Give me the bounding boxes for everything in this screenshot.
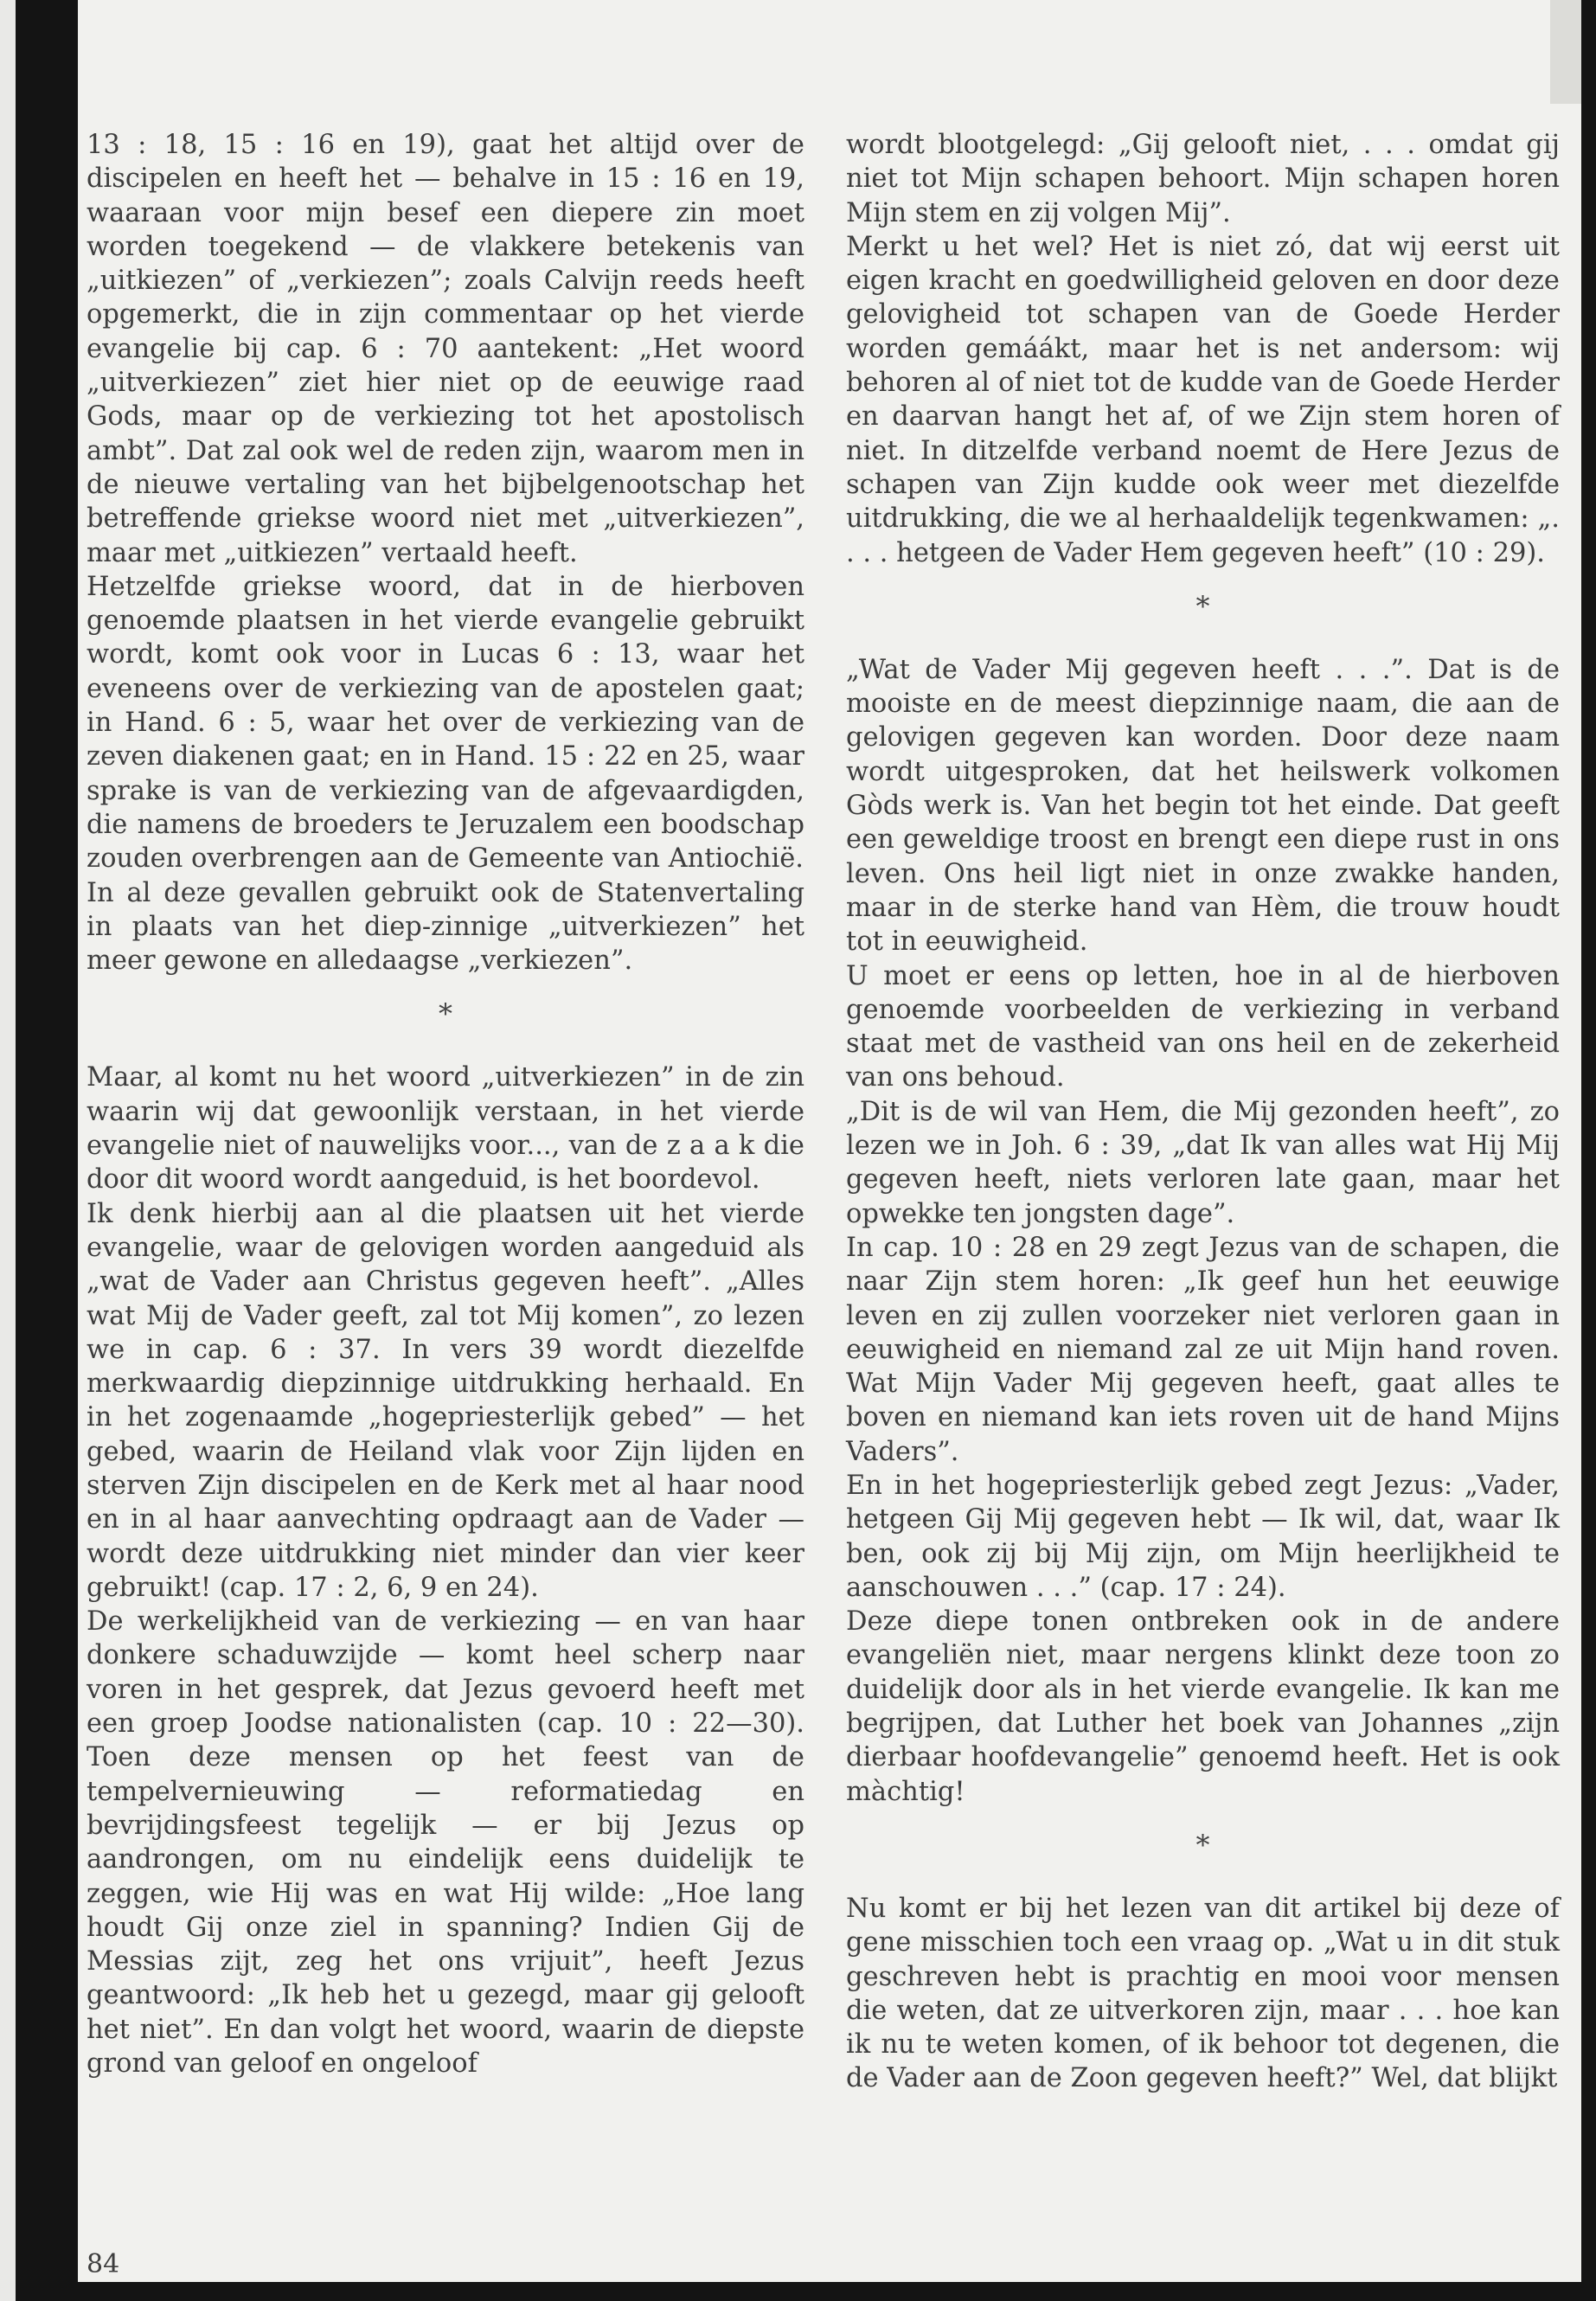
left-column bbox=[87, 128, 804, 2080]
paragraph: En in het hogepriesterlijk gebed zegt Jezus: „Vader, hetgeen Gij Mij gegeven hebt — Ik wil, dat, waar Ik ben, ook zij bij Mij zijn, om Mijn heerlijkheid te aanschouwen . . .” (cap. 17 : 24). bbox=[846, 1470, 1560, 1603]
paragraph: Merkt u het wel? Het is niet zó, dat wij eerst uit eigen kracht en goedwilligheid geloven en door deze gelovigheid tot schapen van de Goede Herder worden gemáákt, maar het is net andersom: wij behoren al of niet tot de kudde van de Goede Herder en daarvan hangt het af, of we Zijn stem horen of niet. In ditzelfde verband noemt de Here Jezus de schapen van Zijn kudde ook weer met diezelfde uitdrukking, die we al herhaaldelijk tegenkwamen: „. . . . hetgeen de Vader Hem gegeven heeft” (10 : 29). bbox=[846, 231, 1560, 568]
paragraph: 13 : 18, 15 : 16 en 19), gaat het altijd over de discipelen en heeft het — behalve in 15 : 16 en 19, waaraan voor mijn besef een diepere zin moet worden toegekend — de vlakkere betekenis van „uitkiezen” of „verkiezen”; zoals Calvijn reeds heeft opgemerkt, die in zijn commentaar op het vierde evangelie bij cap. 6 : 70 aantekent: „Het woord „uitverkiezen” ziet hier niet op de eeuwige raad Gods, maar op de verkiezing tot het apostolisch ambt”. Dat zal ook wel de reden zijn, waarom men in de nieuwe vertaling van het bijbelgenootschap het betreffende griekse woord niet met „uitverkiezen”, maar met „uitkiezen” vertaald heeft. bbox=[87, 130, 804, 568]
paragraph: Ik denk hierbij aan al die plaatsen uit het vierde evangelie, waar de gelovigen worden aangeduid als „wat de Vader aan Christus gegeven heeft”. „Alles wat Mij de Vader geeft, zal tot Mij komen”, zo lezen we in cap. 6 : 37. In vers 39 wordt diezelfde merkwaardig diepzinnige uitdrukking herhaald. En in het zogenaamde „hogepriesterlijk gebed” — het gebed, waarin de Heiland vlak voor Zijn lijden en sterven Zijn discipelen en de Kerk met al haar nood en in al haar aanvechting opdraagt aan de Vader — wordt deze uitdrukking niet minder dan vier keer gebruikt! (cap. 17 : 2, 6, 9 en 24). bbox=[87, 1198, 804, 1603]
paragraph: U moet er eens op letten, hoe in al de hierboven genoemde voorbeelden de verkiezing in verband staat met de vastheid van ons heil en de zekerheid van ons behoud. bbox=[846, 960, 1560, 1093]
paragraph: Deze diepe tonen ontbreken ook in de andere evangeliën niet, maar nergens klinkt deze toon zo duidelijk door als in het vierde evangelie. Ik kan me begrijpen, dat Luther het boek van Johannes „zijn dierbaar hoofdevangelie” genoemd heeft. Het is ook màchtig! bbox=[846, 1606, 1560, 1807]
paragraph: In al deze gevallen gebruikt ook de Statenvertaling in plaats van het diep-zinnige „uitverkiezen” het meer gewone en alledaagse „verkiezen”. bbox=[87, 877, 804, 977]
paragraph: „Wat de Vader Mij gegeven heeft . . .”. Dat is de mooiste en de meest diepzinnige naam, die aan de gelovigen gegeven kan worden. Door deze naam wordt uitgesproken, dat het heilswerk volkomen Gòds werk is. Van het begin tot het einde. Dat geeft een geweldige troost en brengt een diepe rust in ons leven. Ons heil ligt niet in onze zwakke handen, maar in de sterke hand van Hèm, die trouw houdt tot in eeuwigheid. bbox=[846, 654, 1560, 958]
right-column bbox=[846, 128, 1560, 2096]
paragraph: De werkelijkheid van de verkiezing — en van haar donkere schaduwzijde — komt heel scherp naar voren in het gesprek, dat Jezus gevoerd heeft met een groep Joodse nationalisten (cap. 10 : 22—30). Toen deze mensen op het feest van de tempelvernieuwing — reformatiedag en bevrijdingsfeest tegelijk — er bij Jezus op aandrongen, om nu eindelijk eens duidelijk te zeggen, wie Hij was en wat Hij wilde: „Hoe lang houdt Gij onze ziel in spanning? Indien Gij de Messias zijt, zeg het ons vrijuit”, heeft Jezus geantwoord: „Ik heb het u gezegd, maar gij gelooft het niet”. En dan volgt het woord, waarin de diepste grond van geloof en ongeloof bbox=[87, 1606, 804, 2080]
page-number: 84 bbox=[87, 2249, 120, 2279]
section-separator: * bbox=[1195, 1828, 1210, 1862]
section-separator: * bbox=[1195, 589, 1210, 623]
paragraph: Nu komt er bij het lezen van dit artikel bij deze of gene misschien toch een vraag op. „Wat u in dit stuk geschreven hebt is prachtig en mooi voor mensen die weten, dat ze uitverkoren zijn, maar . . . hoe kan ik nu te weten komen, of ik behoor tot degenen, die de Vader aan de Zoon gegeven heeft?” Wel, dat blijkt bbox=[846, 1893, 1560, 2094]
paragraph: Maar, al komt nu het woord „uitverkiezen” in de zin waarin wij dat gewoonlijk verstaan, in het vierde evangelie niet of nauwelijks voor..., van de z a a k die door dit woord wordt aangeduid, is het boordevol. bbox=[87, 1062, 804, 1195]
paragraph: Hetzelfde griekse woord, dat in de hierboven genoemde plaatsen in het vierde evangelie gebruikt wordt, komt ook voor in Lucas 6 : 13, waar het eveneens over de verkiezing van de apostelen gaat; in Hand. 6 : 5, waar het over de verkiezing van de zeven diakenen gaat; en in Hand. 15 : 22 en 25, waar sprake is van de verkiezing van de afgevaardigden, die namens de broeders te Jeruzalem een boodschap zouden overbrengen aan de Gemeente van Antiochië. bbox=[87, 571, 804, 875]
paragraph: wordt blootgelegd: „Gij gelooft niet, . . . omdat gij niet tot Mijn schapen behoort. Mijn schapen horen Mijn stem en zij volgen Mij”. bbox=[846, 130, 1560, 228]
scan-border bbox=[16, 0, 1596, 2301]
document-page bbox=[78, 0, 1581, 2282]
scan-margin bbox=[0, 0, 16, 2301]
section-separator: * bbox=[439, 997, 452, 1031]
paragraph: „Dit is de wil van Hem, die Mij gezonden heeft”, zo lezen we in Joh. 6 : 39, „dat Ik van alles wat Hij Mij gegeven heeft, niets verloren late gaan, maar het opwekke ten jongsten dage”. bbox=[846, 1096, 1560, 1229]
paragraph: In cap. 10 : 28 en 29 zegt Jezus van de schapen, die naar Zijn stem horen: „Ik geef hun het eeuwige leven en zij zullen voorzeker niet verloren gaan in eeuwigheid en niemand zal ze uit Mijn hand roven. Wat Mijn Vader Mij gegeven heeft, gaat alles te boven en niemand kan iets roven uit de hand Mijns Vaders”. bbox=[846, 1232, 1560, 1467]
page-corner-shadow bbox=[1550, 0, 1581, 104]
